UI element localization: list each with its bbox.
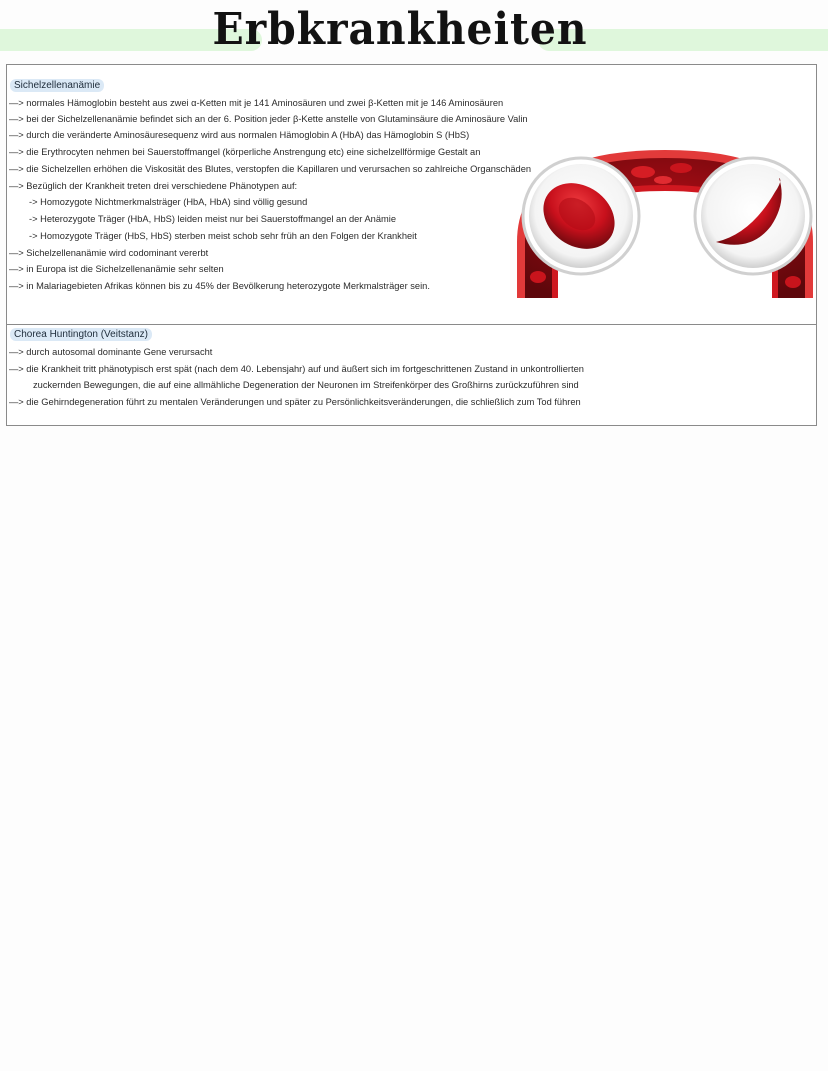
text-line: —> bei der Sichelzellenanämie befindet sich an der 6. Position jeder β-Kette anstelle von Glutaminsäure die Aminosäure Valin [9, 114, 528, 124]
text-line: -> Heterozygote Träger (HbA, HbS) leiden meist nur bei Sauerstoffmangel an der Anämie [29, 214, 396, 224]
text-line: —> die Erythrocyten nehmen bei Sauerstoffmangel (körperliche Anstrengung etc) eine sichelzellförmige Gestalt an [9, 147, 481, 157]
text-line: —> durch autosomal dominante Gene verursacht [9, 347, 213, 357]
text-line: —> die Sichelzellen erhöhen die Viskosität des Blutes, verstopfen die Kapillaren und verursachen so zahlreiche Organschäden [9, 164, 532, 174]
text-line: —> Bezüglich der Krankheit treten drei verschiedene Phänotypen auf: [9, 181, 298, 191]
text-line: —> Sichelzellenanämie wird codominant vererbt [9, 248, 209, 258]
text-line: -> Homozygote Träger (HbS, HbS) sterben meist schob sehr früh an den Folgen der Krankheit [29, 231, 417, 241]
text-line: zuckernden Bewegungen, die auf eine allmähliche Degeneration der Neuronen im Streifenkörper des Großhirns zurückzuführen sind [33, 380, 579, 390]
text-line: -> Homozygote Nichtmerkmalsträger (HbA, HbA) sind völlig gesund [29, 197, 308, 207]
section-heading: Sichelzellenanämie [10, 79, 104, 92]
normal-red-blood-cell-lens [523, 158, 639, 274]
section-heading: Chorea Huntington (Veitstanz) [10, 328, 152, 341]
page-title: Erbkrankheiten [212, 4, 588, 55]
text-line: —> in Europa ist die Sichelzellenanämie sehr selten [9, 264, 224, 274]
sickle-cell-comparison-illustration [513, 92, 818, 298]
text-line: —> durch die veränderte Aminosäuresequenz wird aus normalen Hämoglobin A (HbA) das Hämoglobin S (HbS) [9, 130, 470, 140]
section-huntington [6, 324, 817, 426]
text-line: —> die Krankheit tritt phänotypisch erst spät (nach dem 40. Lebensjahr) auf und äußert sich im fortgeschrittenen Zustand in unkontrollierten [9, 364, 584, 374]
sickle-cell-lens [695, 158, 811, 274]
text-line: —> in Malariagebieten Afrikas können bis zu 45% der Bevölkerung heterozygote Merkmalsträger sein. [9, 281, 430, 291]
text-line: —> die Gehirndegeneration führt zu mentalen Veränderungen und später zu Persönlichkeitsveränderungen, die schließlich zum Tod führen [9, 397, 581, 407]
text-line: —> normales Hämoglobin besteht aus zwei α-Ketten mit je 141 Aminosäuren und zwei β-Ketten mit je 146 Aminosäuren [9, 98, 504, 108]
